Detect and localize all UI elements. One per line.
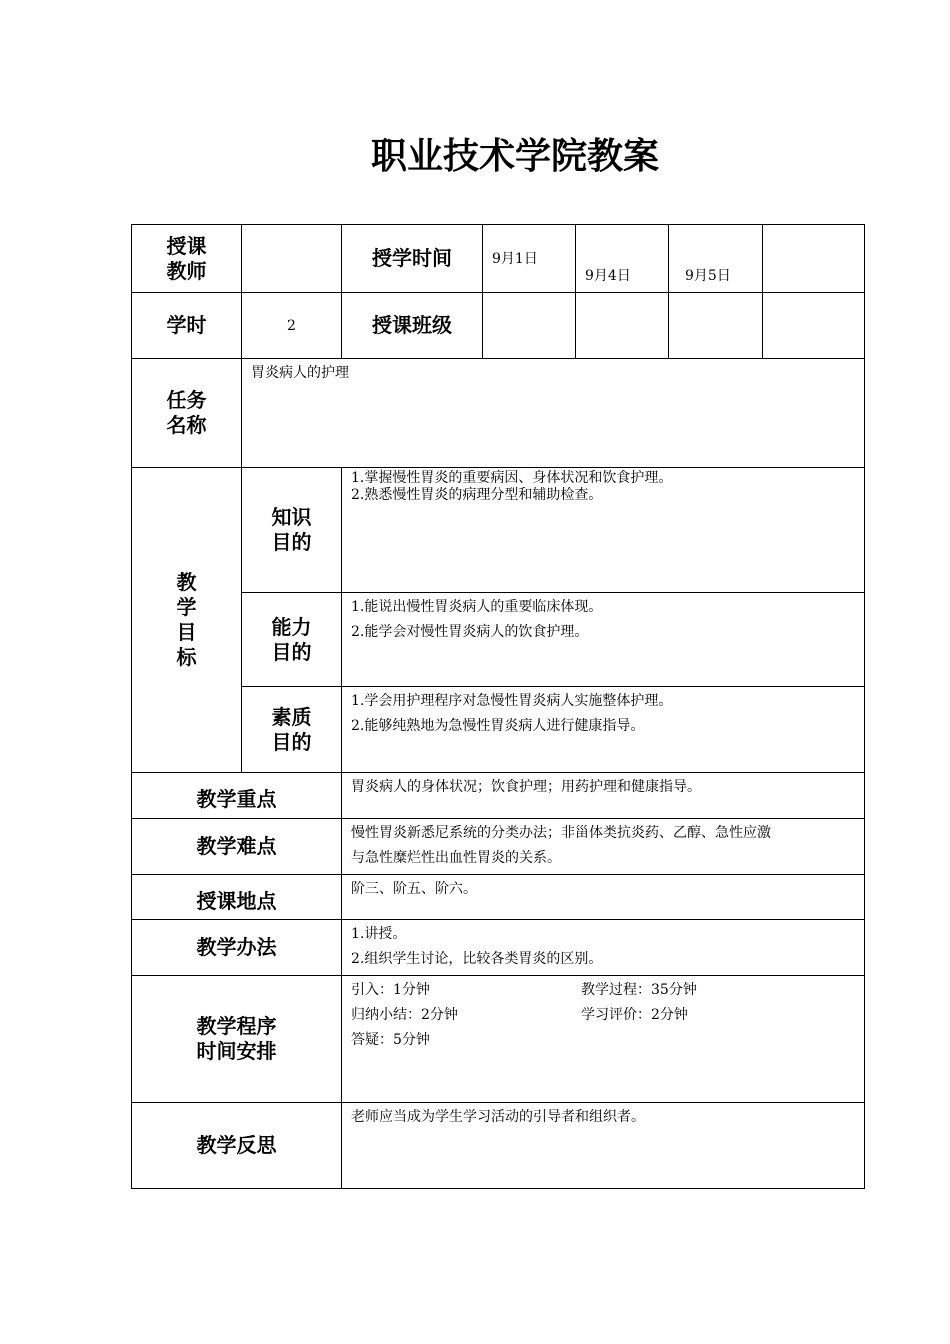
- method-item: 2.组织学生讨论，比较各类胃炎的区别。: [351, 951, 603, 967]
- schedule-process: 教学过程：35分钟: [581, 982, 697, 998]
- quality-item: 1.学会用护理程序对急慢性胃炎病人实施整体护理。: [351, 693, 673, 709]
- value-difficult-points: [342, 819, 865, 875]
- lesson-plan-table: [131, 224, 865, 1189]
- value-teacher: [242, 225, 342, 293]
- schedule-evaluation: 学习评价：2分钟: [581, 1007, 688, 1023]
- difficult-line: 与急性糜烂性出血性胃炎的关系。: [351, 850, 561, 866]
- row-teacher: [132, 225, 865, 293]
- label-teach-time: 授学时间: [342, 225, 483, 293]
- label-difficult-points: 教学难点: [132, 819, 342, 875]
- row-knowledge: [132, 468, 865, 593]
- row-schedule: [132, 976, 865, 1103]
- value-knowledge: [342, 468, 865, 593]
- method-item: 1.讲授。: [351, 926, 407, 942]
- ability-item: 1.能说出慢性胃炎病人的重要临床体现。: [351, 599, 603, 615]
- title-area: [0, 128, 950, 178]
- row-task: [132, 359, 865, 468]
- label-ability: 能力目的: [242, 593, 342, 687]
- value-reflection: 老师应当成为学生学习活动的引导者和组织者。: [342, 1103, 865, 1189]
- label-location: 授课地点: [132, 875, 342, 920]
- value-key-points: 胃炎病人的身体状况；饮食护理；用药护理和健康指导。: [342, 773, 865, 819]
- row-method: [132, 920, 865, 976]
- row-quality: [132, 687, 865, 773]
- schedule-summary: 归纳小结：2分钟: [351, 1007, 458, 1023]
- value-method: [342, 920, 865, 976]
- row-key-points: [132, 773, 865, 819]
- knowledge-item: 2.熟悉慢性胃炎的病理分型和辅助检查。: [351, 487, 603, 503]
- value-task-name: 胃炎病人的护理: [242, 359, 865, 468]
- label-teacher: 授课教师: [132, 225, 242, 293]
- value-schedule: [342, 976, 865, 1103]
- row-location: [132, 875, 865, 920]
- label-knowledge: 知识目的: [242, 468, 342, 593]
- class-3: [669, 293, 763, 359]
- class-4: [763, 293, 865, 359]
- value-hours: 2: [242, 293, 342, 359]
- difficult-line: 慢性胃炎新悉尼系统的分类办法；非甾体类抗炎药、乙醇、急性应激: [351, 825, 771, 841]
- knowledge-item: 1.掌握慢性胃炎的重要病因、身体状况和饮食护理。: [351, 470, 673, 486]
- page-title: 职业技术学院教案: [371, 136, 660, 177]
- ability-item: 2.能学会对慢性胃炎病人的饮食护理。: [351, 624, 589, 640]
- row-difficult-points: [132, 819, 865, 875]
- label-class: 授课班级: [342, 293, 483, 359]
- date-2: 9月4日: [576, 225, 669, 293]
- date-4: [763, 225, 865, 293]
- row-hours: [132, 293, 865, 359]
- value-location: 阶三、阶五、阶六。: [342, 875, 865, 920]
- value-quality: [342, 687, 865, 773]
- row-ability: [132, 593, 865, 687]
- class-1: [483, 293, 576, 359]
- value-ability: [342, 593, 865, 687]
- date-1: 9月1日: [483, 225, 576, 293]
- label-reflection: 教学反思: [132, 1103, 342, 1189]
- schedule-intro: 引入：1分钟: [351, 982, 430, 998]
- schedule-qa: 答疑：5分钟: [351, 1032, 430, 1048]
- quality-item: 2.能够纯熟地为急慢性胃炎病人进行健康指导。: [351, 718, 645, 734]
- label-key-points: 教学重点: [132, 773, 342, 819]
- label-schedule: 教学程序时间安排: [132, 976, 342, 1103]
- label-objectives: 教学目标: [132, 468, 242, 773]
- label-quality: 素质目的: [242, 687, 342, 773]
- row-reflection: [132, 1103, 865, 1189]
- date-3: 9月5日: [669, 225, 763, 293]
- label-method: 教学办法: [132, 920, 342, 976]
- class-2: [576, 293, 669, 359]
- label-hours: 学时: [132, 293, 242, 359]
- label-task-name: 任务名称: [132, 359, 242, 468]
